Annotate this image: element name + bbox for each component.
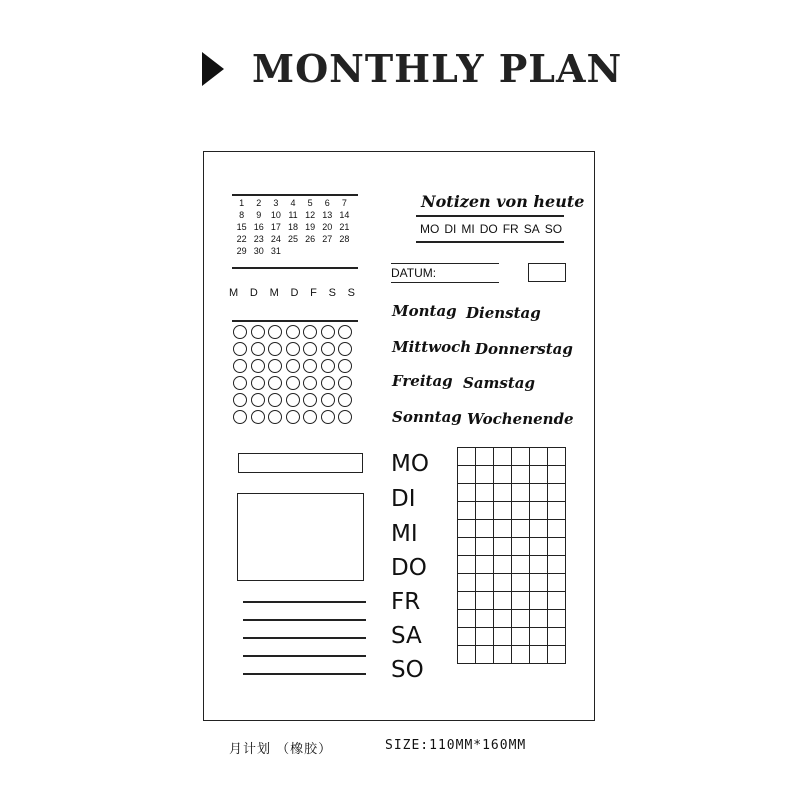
weekday-word-freitag: Freitag	[392, 372, 453, 390]
calendar-top-rule	[232, 194, 358, 196]
habit-circle	[268, 359, 282, 373]
calendar-day: 10	[270, 210, 281, 220]
calendar-day: 19	[305, 222, 316, 232]
calendar-day: 21	[339, 222, 350, 232]
big-day-label: SA	[391, 623, 422, 649]
calendar-day: 18	[287, 222, 298, 232]
play-arrow-icon	[202, 52, 224, 86]
big-day-label: DI	[391, 486, 416, 512]
page-title: MONTHLY PLAN	[252, 46, 623, 91]
habit-circle	[268, 376, 282, 390]
grid-cell	[476, 484, 494, 502]
grid-cell	[458, 484, 476, 502]
grid-cell	[512, 466, 530, 484]
habit-circle	[338, 342, 352, 356]
weekday-letter: S	[347, 287, 355, 299]
grid-cell	[494, 574, 512, 592]
grid-cell	[476, 646, 494, 664]
habit-circle	[251, 359, 265, 373]
grid-cell	[458, 538, 476, 556]
habit-circle	[251, 325, 265, 339]
calendar-day: 26	[305, 234, 316, 244]
grid-cell	[530, 610, 548, 628]
weekday-word-wochenende: Wochenende	[467, 410, 574, 428]
habit-circle	[303, 393, 317, 407]
habit-top-rule	[232, 320, 358, 322]
grid-cell	[548, 502, 566, 520]
habit-circle	[268, 393, 282, 407]
grid-cell	[458, 520, 476, 538]
weekday-letters-row	[229, 287, 355, 299]
day-abbreviation: FR	[502, 222, 519, 236]
weekday-letter: D	[249, 287, 258, 299]
calendar-day: 15	[236, 222, 247, 232]
grid-cell	[530, 628, 548, 646]
grid-cell	[476, 502, 494, 520]
big-day-label: DO	[391, 555, 427, 581]
habit-circle	[338, 376, 352, 390]
calendar-day: 8	[239, 210, 245, 220]
grid-cell	[476, 520, 494, 538]
date-label: DATUM:	[391, 266, 437, 280]
calendar-day	[336, 245, 353, 257]
habit-circle	[303, 325, 317, 339]
date-small-box	[528, 263, 566, 282]
calendar-day: 9	[256, 210, 262, 220]
grid-cell	[458, 448, 476, 466]
habit-circle	[268, 342, 282, 356]
label-box	[238, 453, 363, 473]
grid-cell	[548, 520, 566, 538]
grid-cell	[530, 502, 548, 520]
grid-cell	[476, 628, 494, 646]
grid-cell	[458, 574, 476, 592]
habit-circle	[286, 359, 300, 373]
grid-cell	[458, 646, 476, 664]
habit-circle	[303, 410, 317, 424]
calendar-day: 27	[322, 234, 333, 244]
grid-cell	[494, 520, 512, 538]
grid-cell	[530, 448, 548, 466]
habit-circle	[251, 342, 265, 356]
habit-circle	[251, 376, 265, 390]
habit-circle	[286, 342, 300, 356]
date-rule-bottom	[391, 282, 499, 283]
grid-cell	[476, 574, 494, 592]
habit-circle	[321, 325, 335, 339]
calendar-day	[284, 245, 301, 257]
habit-circle	[251, 393, 265, 407]
big-day-label: SO	[391, 657, 424, 683]
grid-cell	[494, 484, 512, 502]
big-day-label: MI	[391, 521, 418, 547]
calendar-day: 31	[270, 246, 281, 256]
day-abbreviation: DI	[444, 222, 457, 236]
grid-cell	[512, 502, 530, 520]
habit-circle	[268, 325, 282, 339]
habit-circle	[321, 393, 335, 407]
habit-circle	[321, 410, 335, 424]
grid-cell	[458, 502, 476, 520]
checkbox-grid	[457, 447, 566, 664]
calendar-day: 20	[322, 222, 333, 232]
grid-cell	[548, 538, 566, 556]
calendar-day: 3	[273, 198, 279, 208]
calendar-day: 1	[239, 198, 245, 208]
grid-cell	[548, 592, 566, 610]
grid-cell	[548, 448, 566, 466]
date-rule-top	[391, 263, 499, 264]
habit-circle	[233, 376, 247, 390]
calendar-day	[319, 245, 336, 257]
calendar-day: 25	[287, 234, 298, 244]
calendar-day: 30	[253, 246, 264, 256]
writing-line	[243, 619, 366, 621]
calendar-bottom-rule	[232, 267, 358, 269]
calendar-day: 6	[324, 198, 330, 208]
weekday-word-samstag: Samstag	[463, 374, 536, 392]
notes-rule-bottom	[416, 241, 564, 243]
habit-circle	[338, 393, 352, 407]
writing-line	[243, 637, 366, 639]
grid-cell	[494, 538, 512, 556]
grid-cell	[494, 556, 512, 574]
habit-circle	[233, 393, 247, 407]
grid-cell	[548, 484, 566, 502]
grid-cell	[548, 556, 566, 574]
day-abbreviation: DO	[479, 222, 498, 236]
calendar-day: 11	[288, 210, 298, 220]
calendar-day: 17	[270, 222, 281, 232]
weekday-letter: F	[310, 287, 317, 299]
grid-cell	[458, 628, 476, 646]
grid-cell	[512, 520, 530, 538]
grid-cell	[458, 610, 476, 628]
calendar-day: 16	[253, 222, 264, 232]
grid-cell	[494, 592, 512, 610]
grid-cell	[548, 466, 566, 484]
grid-cell	[530, 538, 548, 556]
weekday-letter: D	[290, 287, 299, 299]
grid-cell	[476, 592, 494, 610]
mini-calendar	[233, 197, 353, 257]
notes-rule-top	[416, 215, 564, 217]
grid-cell	[494, 646, 512, 664]
writing-line	[243, 655, 366, 657]
notes-heading: Notizen von heute	[421, 192, 585, 211]
habit-circle	[338, 359, 352, 373]
grid-cell	[512, 610, 530, 628]
habit-circle	[286, 325, 300, 339]
habit-circle	[233, 342, 247, 356]
habit-circle	[233, 410, 247, 424]
habit-circle	[286, 376, 300, 390]
grid-cell	[476, 610, 494, 628]
weekday-word-dienstag: Dienstag	[466, 304, 541, 322]
grid-cell	[548, 646, 566, 664]
grid-cell	[530, 556, 548, 574]
calendar-day: 4	[290, 198, 296, 208]
calendar-day: 23	[253, 234, 264, 244]
grid-cell	[548, 610, 566, 628]
grid-cell	[530, 592, 548, 610]
grid-cell	[494, 466, 512, 484]
grid-cell	[494, 610, 512, 628]
grid-cell	[494, 448, 512, 466]
calendar-day: 28	[339, 234, 350, 244]
habit-circle	[251, 410, 265, 424]
calendar-day: 24	[270, 234, 281, 244]
calendar-day: 5	[307, 198, 313, 208]
grid-cell	[530, 520, 548, 538]
grid-cell	[512, 538, 530, 556]
calendar-day: 14	[339, 210, 350, 220]
grid-cell	[476, 466, 494, 484]
weekday-word-mittwoch: Mittwoch	[392, 338, 472, 356]
habit-circle	[233, 359, 247, 373]
habit-circle	[338, 325, 352, 339]
grid-cell	[512, 556, 530, 574]
calendar-day: 22	[236, 234, 247, 244]
day-abbreviation: MI	[461, 222, 475, 236]
note-box	[237, 493, 364, 581]
calendar-day: 29	[236, 246, 247, 256]
habit-circle	[321, 359, 335, 373]
grid-cell	[530, 484, 548, 502]
grid-cell	[530, 646, 548, 664]
big-day-label: MO	[391, 451, 429, 477]
habit-circle	[303, 359, 317, 373]
grid-cell	[476, 538, 494, 556]
big-day-label: FR	[391, 589, 421, 615]
footer-product-name: 月计划 （橡胶）	[229, 742, 333, 757]
calendar-day: 12	[305, 210, 316, 220]
grid-cell	[458, 556, 476, 574]
habit-circle	[286, 410, 300, 424]
habit-circle	[303, 342, 317, 356]
habit-circle	[338, 410, 352, 424]
grid-cell	[548, 628, 566, 646]
calendar-day	[302, 245, 319, 257]
habit-circle	[321, 376, 335, 390]
weekday-letter: M	[229, 287, 239, 299]
grid-cell	[494, 628, 512, 646]
day-abbreviation: SO	[544, 222, 563, 236]
day-abbreviation: SA	[523, 222, 540, 236]
writing-line	[243, 601, 366, 603]
weekday-letter: S	[328, 287, 336, 299]
grid-cell	[476, 556, 494, 574]
habit-circle	[268, 410, 282, 424]
grid-cell	[512, 448, 530, 466]
footer-size: SIZE:110MM*160MM	[385, 738, 527, 753]
calendar-day: 7	[341, 198, 347, 208]
calendar-day: 13	[322, 210, 333, 220]
habit-tracker-circles	[233, 325, 355, 427]
grid-cell	[512, 628, 530, 646]
weekday-word-montag: Montag	[392, 302, 457, 320]
grid-cell	[512, 592, 530, 610]
grid-cell	[458, 592, 476, 610]
calendar-day: 2	[256, 198, 262, 208]
writing-line	[243, 673, 366, 675]
grid-cell	[494, 502, 512, 520]
grid-cell	[476, 448, 494, 466]
habit-circle	[303, 376, 317, 390]
weekday-letter: M	[269, 287, 279, 299]
grid-cell	[530, 466, 548, 484]
grid-cell	[530, 574, 548, 592]
grid-cell	[458, 466, 476, 484]
weekday-word-sonntag: Sonntag	[392, 408, 462, 426]
grid-cell	[548, 574, 566, 592]
habit-circle	[233, 325, 247, 339]
grid-cell	[512, 646, 530, 664]
habit-circle	[321, 342, 335, 356]
day-abbreviations-row	[420, 222, 562, 236]
day-abbreviation: MO	[420, 222, 440, 236]
grid-cell	[512, 574, 530, 592]
weekday-word-donnerstag: Donnerstag	[475, 340, 573, 358]
habit-circle	[286, 393, 300, 407]
grid-cell	[512, 484, 530, 502]
